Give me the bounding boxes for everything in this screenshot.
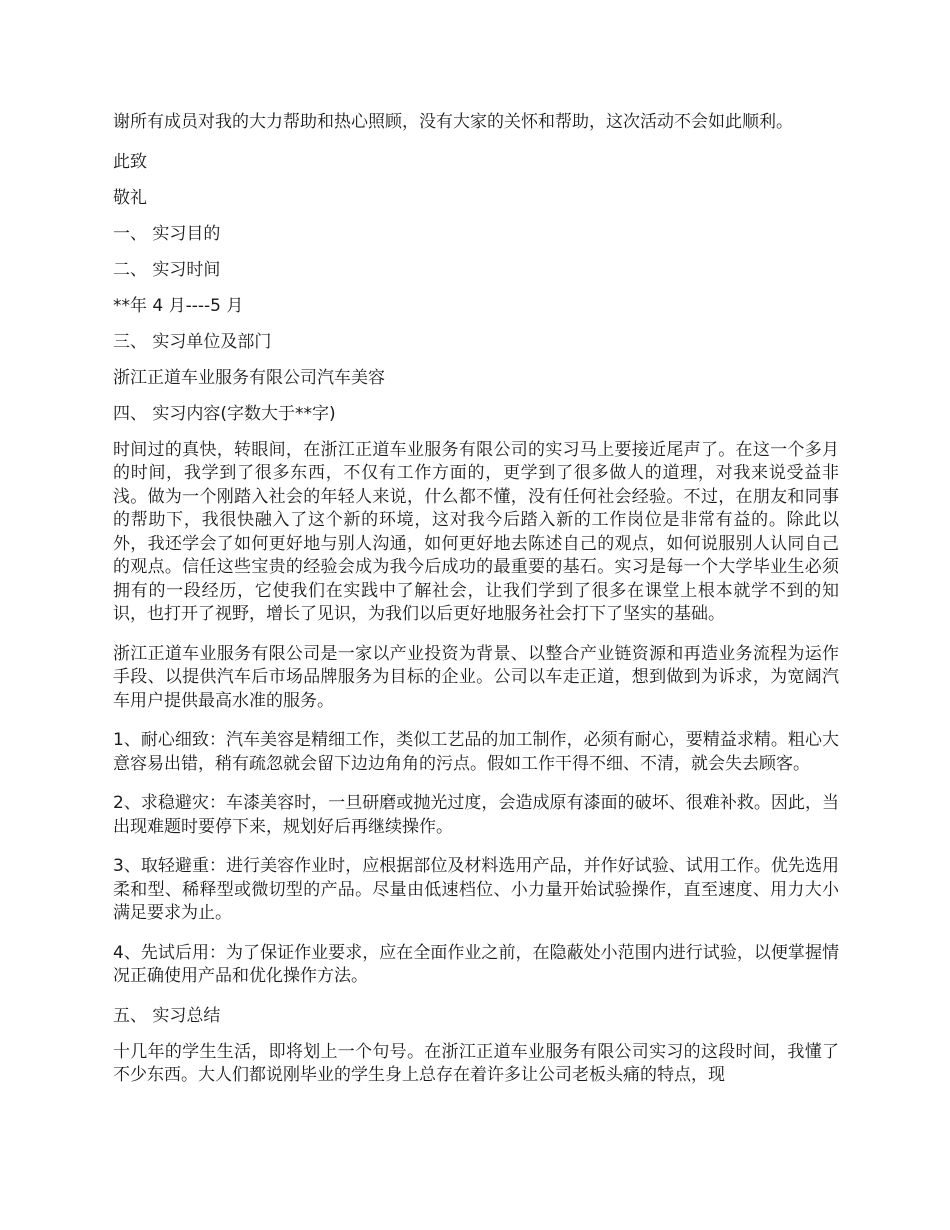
paragraph-experience: 时间过的真快，转眼间，在浙江正道车业服务有限公司的实习马上要接近尾声了。在这一个多月的时间，我学到了很多东西，不仅有工作方面的，更学到了很多做人的道理，对我来说受益非浅。做为一个刚踏入社会的年轻人来说，什么都不懂，没有任何社会经验。不过，在朋友和同事的帮助下，我很快融入了这个新的环境，这对我今后踏入新的工作岗位是非常有益的。除此以外，我还学会了如何更好地与别人沟通，如何更好地去陈述自己的观点，如何说服别人认同自己的观点。信任这些宝贵的经验会成为我今后成功的最重要的基石。实习是每一个大学毕业生必须拥有的一段经历，它使我们在实践中了解社会，让我们学到了很多在课堂上根本就学不到的知识，也打开了视野，增长了见识，为我们以后更好地服务社会打下了坚实的基础。 <box>113 439 839 624</box>
paragraph-closing-thanks: 谢所有成员对我的大力帮助和热心照顾，没有大家的关怀和帮助，这次活动不会如此顺利。 <box>113 112 793 132</box>
internship-unit: 浙江正道车业服务有限公司汽车美容 <box>113 367 385 388</box>
heading-summary: 五、 实习总结 <box>113 1005 221 1026</box>
heading-unit: 三、 实习单位及部门 <box>113 331 272 352</box>
list-item-light-touch: 3、取轻避重：进行美容作业时，应根据部位及材料选用产品，并作好试验、试用工作。优先选用柔和型、稀释型或微切型的产品。尽量由低速档位、小力量开始试验操作，直至速度、用力大小满足要求为止。 <box>113 856 839 923</box>
paragraph-summary: 十几年的学生生活，即将划上一个句号。在浙江正道车业服务有限公司实习的这段时间，我懂了不少东西。大人们都说刚毕业的学生身上总存在着许多让公司老板头痛的特点，现 <box>113 1041 839 1085</box>
list-item-test-first: 4、先试后用：为了保证作业要求，应在全面作业之前，在隐蔽处小范围内进行试验，以便掌握情况正确使用产品和优化操作方法。 <box>113 942 839 986</box>
salutation-jingli: 敬礼 <box>113 187 147 208</box>
heading-purpose: 一、 实习目的 <box>113 223 221 244</box>
heading-content: 四、 实习内容(字数大于**字) <box>113 403 336 424</box>
internship-period: **年 4 月----5 月 <box>113 295 244 316</box>
salutation-cizhi: 此致 <box>113 151 147 172</box>
list-item-stability: 2、求稳避灾：车漆美容时，一旦研磨或抛光过度，会造成原有漆面的破坏、很难补救。因此，当出现难题时要停下来，规划好后再继续操作。 <box>113 793 839 837</box>
document-page <box>113 111 839 1104</box>
heading-time: 二、 实习时间 <box>113 259 221 280</box>
list-item-patience: 1、耐心细致：汽车美容是精细工作，类似工艺品的加工制作，必须有耐心，要精益求精。粗心大意容易出错，稍有疏忽就会留下边边角角的污点。假如工作干得不细、不清，就会失去顾客。 <box>113 730 839 774</box>
paragraph-company: 浙江正道车业服务有限公司是一家以产业投资为背景、以整合产业链资源和再造业务流程为运作手段、以提供汽车后市场品牌服务为目标的企业。公司以车走正道，想到做到为诉求，为宽阔汽车用户提供最高水准的服务。 <box>113 643 839 711</box>
